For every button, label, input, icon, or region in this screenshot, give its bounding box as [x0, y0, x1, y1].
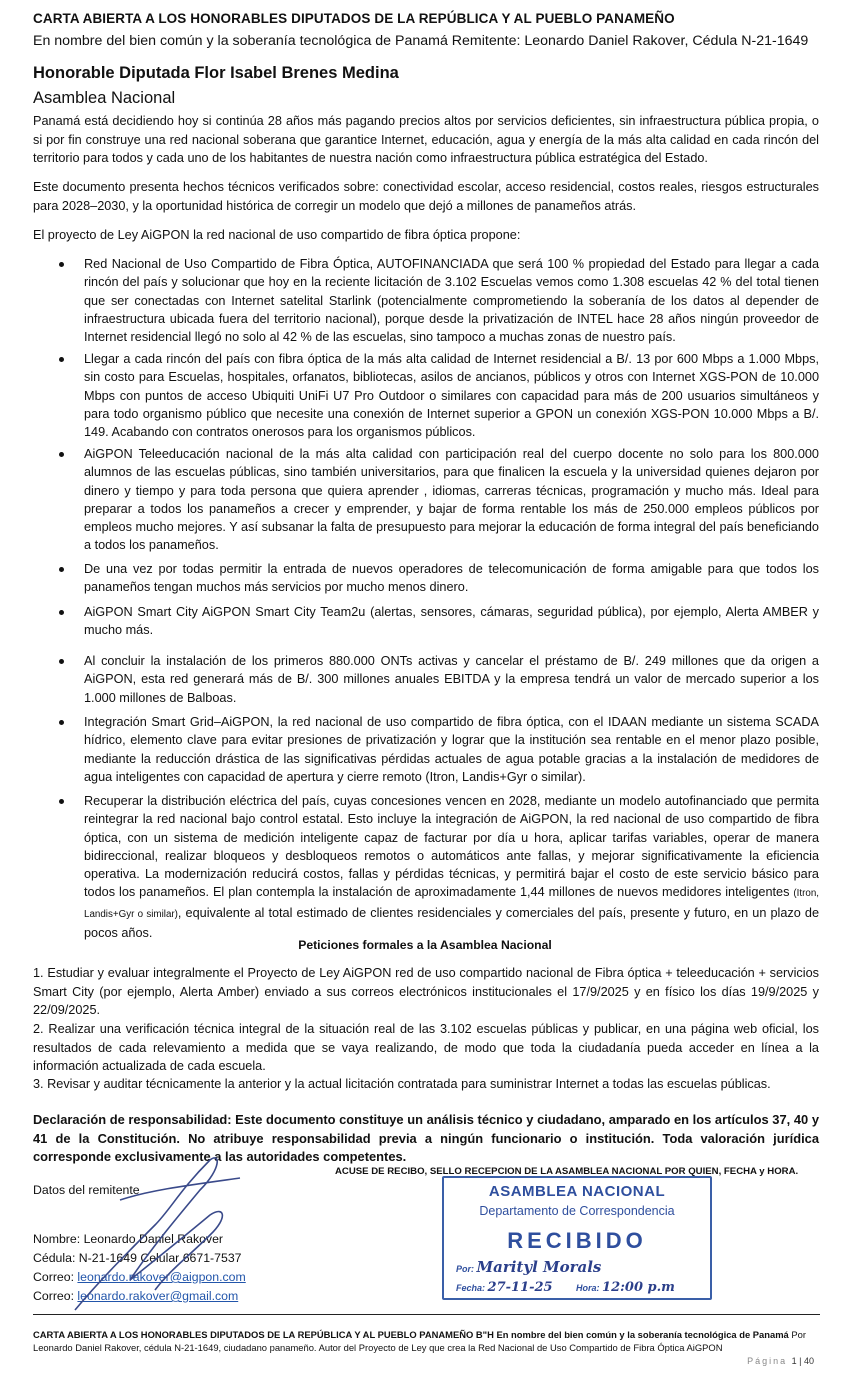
intro-paragraph-3: El proyecto de Ley AiGPON la red nacional de uso compartido de fibra óptica propone: — [33, 228, 521, 242]
stamp-por-value: Marityl Morals — [476, 1258, 602, 1276]
list-item — [62, 603, 819, 640]
stamp-fecha — [456, 1280, 553, 1295]
footer-rest: Por Leonardo Daniel Rakover, cédula N-21-1649, ciudadano panameño. Autor del Proyecto de Ley que crea la Red Nacional de Uso Compartido de Fibra Óptica AiGPON — [33, 1329, 806, 1353]
bullet-icon — [59, 357, 64, 362]
list-item — [62, 560, 819, 597]
petition-item: 1. Estudiar y evaluar integralmente el Proyecto de Ley AiGPON red de uso compartido nacional de Fibra óptica + teleeducación + servicios Smart City (por ejemplo, Alerta Amber) enviado a sus correos electrónicos institucionales el 17/9/2025 y en físico los días 19/9/2025 y 22/09/2025. — [33, 966, 819, 1017]
bullet-icon — [59, 567, 64, 572]
list-item-text: Red Nacional de Uso Compartido de Fibra Óptica, AUTOFINANCIADA que será 100 % propiedad del Estado para llegar a cada rincón del país y solucionar que hoy en la reciente licitación de 3.102 Escuelas vemos como 1.308 escuelas 42 % del total tienen que ser conectadas con Internet satelital Starlink (potencialmente comprometiendo la soberanía de los datos al depender de infraestructura ubicada fuera del territorio nacional), porque desde la privatización de INTEL hace 28 años ningún proveedor de Internet residencial llegó no solo al 42 % de las escuelas, sino tampoco a muchas zonas de nuestro país. — [84, 257, 819, 345]
bullet-icon — [59, 452, 64, 457]
email-link-gmail[interactable]: leonardo.rakover@gmail.com — [77, 1289, 239, 1303]
addressee-institution: Asamblea Nacional — [33, 89, 176, 107]
page-number-value: 1 | 40 — [791, 1356, 814, 1366]
petition-item: 3. Revisar y auditar técnicamente la anterior y la actual licitación contratada para suministrar Internet a todas las escuelas públicas. — [33, 1077, 771, 1091]
list-item-text: AiGPON Smart City AiGPON Smart City Team2u (alertas, sensores, cámaras, seguridad pública), por ejemplo, Alerta AMBER y mucho más. — [84, 605, 819, 638]
petition-item: 2. Realizar una verificación técnica integral de la situación real de las 3.102 escuelas públicas y publicar, en una página web oficial, los resultados de cada relevamiento a medida que se vaya realizando, de modo que toda la ciudadanía pueda acceder en línea a la información actualizada de cada escuela. — [33, 1022, 819, 1073]
bullet-icon — [59, 799, 64, 804]
page-label: Página — [747, 1356, 788, 1366]
list-item — [62, 792, 819, 942]
list-item-text-main: Recuperar la distribución eléctrica del país, cuyas concesiones vencen en 2028, mediante un modelo autofinanciado que permita reintegrar la red nacional bajo control estatal. Esto incluye la integración de AiGPON, la red nacional de uso compartido de fibra óptica, con un sistema de medición inteligente capaz de facturar por día u hora, aplicar tarifas variables, operar de manera bidireccional, realizar bloqueos y desbloqueos remotos o automáticos ante fallas, y mejorar significativamente la eficiencia operativa. La modernización reducirá costos, fallas y pérdidas técnicas, y permitirá bajar el costo de este servicio básico para todos los panameños. El plan contempla la instalación de aproximadamente 1,44 millones de nuevos medidores inteligentes — [84, 794, 819, 900]
email-label: Correo: — [33, 1289, 78, 1303]
sender-id-phone: Cédula: N-21-1649 Celular 6671-7537 — [33, 1251, 242, 1265]
stamp-fecha-value: 27-11-25 — [487, 1280, 553, 1295]
bullet-icon — [59, 659, 64, 664]
signature-stroke — [75, 1158, 240, 1310]
intro-paragraph-2: Este documento presenta hechos técnicos verificados sobre: conectividad escolar, acceso residencial, costos reales, riesgos estructurales para 2028–2030, y la oportunidad histórica de corregir un modelo que dejó a millones de panameños atrás. — [33, 180, 819, 213]
stamp-department: Departamento de Correspondencia — [479, 1204, 675, 1218]
stamp-hora-label: Hora: — [576, 1283, 600, 1293]
list-item — [62, 713, 819, 786]
petitions-title: Peticiones formales a la Asamblea Nacional — [298, 938, 552, 952]
list-item-text: Al concluir la instalación de los primeros 880.000 ONTs activas y cancelar el préstamo de B/. 249 millones que da origen a AiGPON, esta red generará más de B/. 300 millones anuales EBITDA y la empresa tendrá un valor de mercado superior a los 1.000 millones de Balboas. — [84, 654, 819, 705]
addressee-name: Honorable Diputada Flor Isabel Brenes Medina — [33, 64, 399, 82]
meter-brands-note: (Itron, Landis+Gyr o similar) — [84, 888, 819, 920]
bullet-icon — [59, 262, 64, 267]
footer-divider — [33, 1314, 820, 1315]
email-label: Correo: — [33, 1270, 78, 1284]
footer-text — [33, 1329, 823, 1354]
stamp-por-label: Por: — [456, 1264, 474, 1274]
stamp-fecha-label: Fecha: — [456, 1283, 486, 1293]
bullet-icon — [59, 720, 64, 725]
list-item-text: AiGPON Teleeducación nacional de la más alta calidad con participación real del cuerpo docente no solo para los 800.000 alumnos de las escuelas públicas, sino también universitarios, para que finalicen la escuela y la universidad quienes dejaron por dinero y tiempo y para toda persona que quiera aprender , idiomas, carreras técnicas, programación y mucho más. Ideal para preparar a todos los panameños a crecer y emprender, y bajar de forma rentable los más de 250.000 empleos públicos por empleos mucho mejores. Y así subsanar la falta de presupuesto para mejorar la educación de forma integral del país beneficiando a todos los panameños. — [84, 447, 819, 553]
stamp-hora — [576, 1280, 675, 1295]
letter-subtitle: En nombre del bien común y la soberanía tecnológica de Panamá Remitente: Leonardo Daniel Rakover, Cédula N-21-1649 — [33, 33, 809, 49]
list-item — [62, 652, 819, 707]
email-link-aigpon[interactable]: leonardo.rakover@aigpon.com — [77, 1270, 246, 1284]
bullet-icon — [59, 610, 64, 615]
list-item-text: De una vez por todas permitir la entrada de nuevos operadores de telecomunicación de forma amigable para que todos los panameños tengan muchos más servicios por mucho menos dinero. — [84, 562, 819, 595]
reception-stamp — [442, 1176, 712, 1300]
page-number — [747, 1356, 814, 1366]
responsibility-declaration: Declaración de responsabilidad: Este documento constituye un análisis técnico y ciudadano, amparado en los artículos 37, 40 y 41 de la Constitución. No atribuye responsabilidad previa a ningún funcionario o institución. Toda valoración jurídica corresponde exclusivamente a las autoridades competentes. — [33, 1112, 819, 1164]
list-item-text: Integración Smart Grid–AiGPON, la red nacional de uso compartido de fibra óptica, con el IDAAN mediante un sistema SCADA hídrico, elemento clave para evitar presiones de privatización y lograr que la institución sea rentable en el menor plazo posible, mediante la reducción drástica de las significativas pérdidas actuales de agua potable gracias a la instalación de medidores de agua inteligentes con capacidad de apertura y cierre remoto (Itron, Landis+Gyr o similar). — [84, 715, 819, 784]
acknowledgement-note: ACUSE DE RECIBO, SELLO RECEPCION DE LA ASAMBLEA NACIONAL POR QUIEN, FECHA y HORA. — [335, 1166, 799, 1177]
list-item — [62, 255, 819, 346]
footer-bold: CARTA ABIERTA A LOS HONORABLES DIPUTADOS DE LA REPÚBLICA Y AL PUEBLO PANAMEÑO B"H En nombre del bien común y la soberanía tecnológica de Panamá — [33, 1329, 789, 1340]
sender-name: Nombre: Leonardo Daniel Rakover — [33, 1232, 224, 1246]
list-item — [62, 350, 819, 441]
handwritten-signature — [60, 1130, 270, 1320]
intro-paragraph-1: Panamá está decidiendo hoy si continúa 28 años más pagando precios altos por servicios deficientes, sin infraestructura pública propia, o si por fin construye una red nacional soberana que garantice Internet, educación, agua y energía de la más alta calidad en cada rincón del territorio para todos y cada uno de los habitantes de nuestra nación como infraestructura pública estratégica del Estado. — [33, 114, 819, 165]
letter-title: CARTA ABIERTA A LOS HONORABLES DIPUTADOS DE LA REPÚBLICA Y AL PUEBLO PANAMEÑO — [33, 11, 675, 26]
list-item-text — [84, 792, 819, 942]
stamp-institution: ASAMBLEA NACIONAL — [488, 1183, 666, 1200]
list-item-text: Llegar a cada rincón del país con fibra óptica de la más alta calidad de Internet residencial a B/. 13 por 600 Mbps a 1.000 Mbps, sin costo para Escuelas, hospitales, orfanatos, bibliotecas, asilos de ancianos, públicos y otros con Internet XGS-PON de 10.000 Mbps con puntos de acceso Ubiquiti UniFi U7 Pro Outdoor o similares con capacidad para más de 200 usuarios simultáneos y para todo organismo público que necesite una conexión de Internet superior a GPON un conexión XGS-PON 10.000 Mbps a B/. 149. Acabando con contratos onerosos para los organismos públicos. — [84, 352, 819, 440]
stamp-hora-value: 12:00 p.m — [602, 1280, 675, 1295]
list-item — [62, 445, 819, 555]
stamp-received: RECIBIDO — [507, 1228, 647, 1253]
sender-heading: Datos del remitente — [33, 1183, 140, 1197]
list-item-text-end: , equivalente al total estimado de clientes residenciales y comerciales del país, presente y futuro, en un plazo de pocos años. — [84, 905, 819, 941]
stamp-por — [456, 1258, 601, 1276]
